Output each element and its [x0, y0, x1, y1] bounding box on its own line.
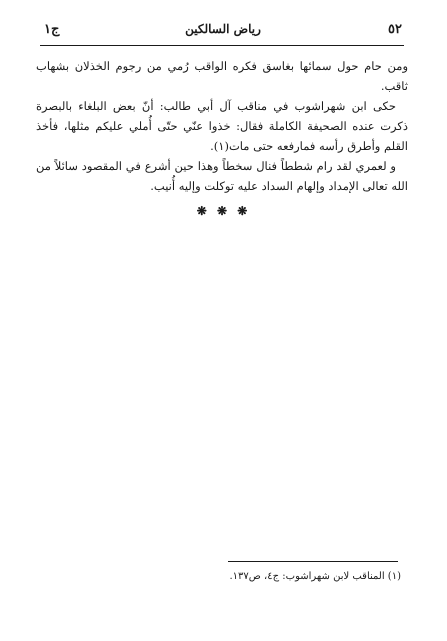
- page-header: [44, 22, 402, 42]
- page-number: ٥٢: [388, 22, 402, 37]
- footnote-rule: [228, 561, 398, 562]
- paragraph-3: و لعمري لقد رام شططاً فنال سخطاً وهذا حين أشرع في المقصود سائلاً من الله تعالى الإمداد وإلهام السداد عليه توكلت وإليه أُنيب.: [36, 159, 408, 193]
- body-text: [36, 56, 408, 196]
- section-separator: ❋ ❋ ❋: [196, 204, 251, 218]
- footnote: (١) المناقب لابن شهراشوب: ج٤، ص١٣٧.: [229, 571, 401, 582]
- paragraph-2: حكى ابن شهراشوب في مناقب آل أبي طالب: أنّ بعض البلغاء بالبصرة ذكرت عنده الصحيفة الكاملة فقال: خذوا عنّي حتّى أُملي عليكم مثلها، فأخذ القلم وأطرق رأسه فمارفعه حتى مات(١).: [36, 99, 408, 153]
- volume-label: ج١: [44, 22, 60, 37]
- paragraph-1: ومن حام حول سمائها بغاسق فكره الواقب رُمي من رجوم الخذلان بشهاب ثاقب.: [36, 59, 408, 93]
- header-rule: [40, 45, 404, 46]
- running-title: رياض السالكين: [185, 22, 261, 36]
